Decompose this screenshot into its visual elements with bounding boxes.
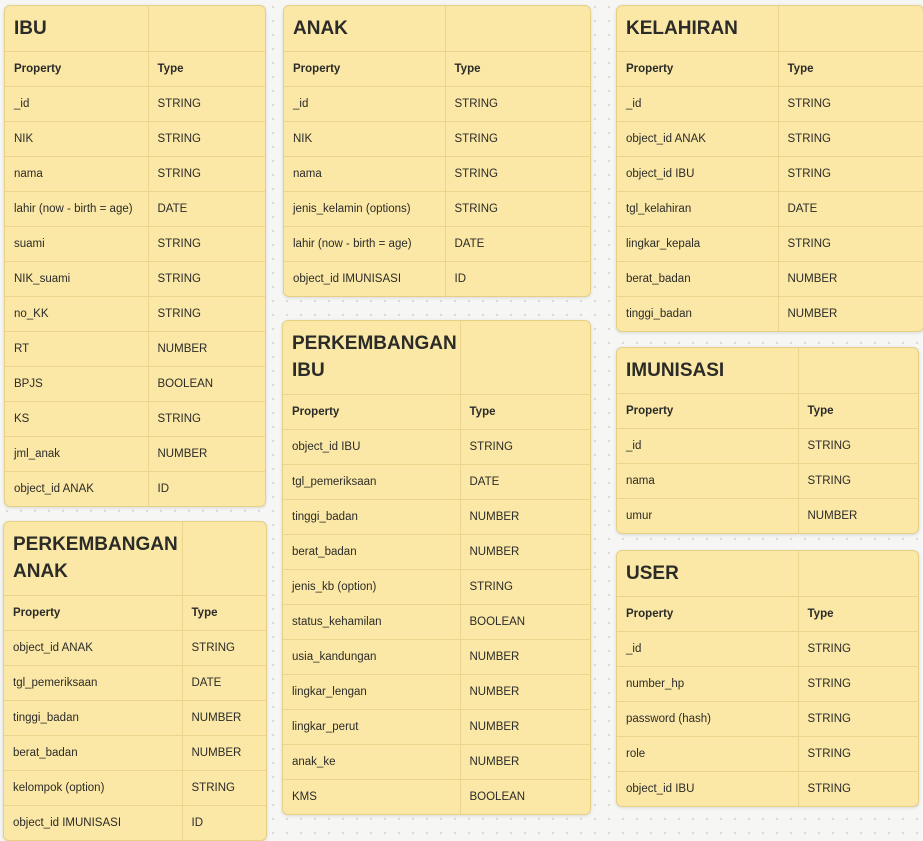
type-cell: STRING xyxy=(148,261,265,296)
table-user[interactable] xyxy=(616,550,919,807)
table-row[interactable] xyxy=(617,261,923,296)
property-cell: _id xyxy=(617,428,798,463)
type-cell: STRING xyxy=(798,666,918,701)
type-cell: STRING xyxy=(798,631,918,666)
property-cell: jml_anak xyxy=(5,436,148,471)
type-cell: NUMBER xyxy=(778,261,923,296)
table-row[interactable] xyxy=(284,156,590,191)
type-cell: STRING xyxy=(445,86,590,121)
table-row[interactable] xyxy=(4,770,266,805)
property-cell: tgl_pemeriksaan xyxy=(4,665,182,700)
table-row[interactable] xyxy=(617,736,918,771)
type-cell: STRING xyxy=(798,428,918,463)
table-title: USER xyxy=(626,562,679,584)
type-cell: STRING xyxy=(148,156,265,191)
type-cell: STRING xyxy=(445,156,590,191)
table-title-empty-cell xyxy=(460,321,590,394)
property-cell: jenis_kelamin (options) xyxy=(284,191,445,226)
table-row[interactable] xyxy=(5,86,265,121)
property-cell: object_id IMUNISASI xyxy=(4,805,182,840)
type-cell: STRING xyxy=(778,226,923,261)
type-cell: STRING xyxy=(778,156,923,191)
type-cell: STRING xyxy=(798,771,918,806)
column-header-type: Type xyxy=(798,596,918,631)
property-cell: _id xyxy=(617,631,798,666)
type-cell: ID xyxy=(148,471,265,506)
property-cell: _id xyxy=(284,86,445,121)
table-title-empty-cell xyxy=(798,551,918,596)
column-header-type: Type xyxy=(445,51,590,86)
type-cell: STRING xyxy=(798,463,918,498)
type-cell: STRING xyxy=(148,296,265,331)
type-cell: NUMBER xyxy=(798,498,918,533)
table-title: PERKEMBANGAN ANAK xyxy=(13,534,178,583)
type-cell: DATE xyxy=(148,191,265,226)
table-row[interactable] xyxy=(283,534,590,569)
property-cell: status_kehamilan xyxy=(283,604,460,639)
property-cell: berat_badan xyxy=(617,261,778,296)
type-cell: NUMBER xyxy=(460,534,590,569)
property-cell: tinggi_badan xyxy=(617,296,778,331)
table-row[interactable] xyxy=(283,464,590,499)
table-title: PERKEMBANGAN IBU xyxy=(292,333,457,382)
type-cell: DATE xyxy=(460,464,590,499)
table-row[interactable] xyxy=(5,191,265,226)
property-cell: lingkar_kepala xyxy=(617,226,778,261)
table-title-empty-cell xyxy=(445,6,590,51)
column-header-type: Type xyxy=(148,51,265,86)
column-header-property: Property xyxy=(283,394,460,429)
property-cell: berat_badan xyxy=(283,534,460,569)
property-cell: BPJS xyxy=(5,366,148,401)
property-cell: password (hash) xyxy=(617,701,798,736)
column-header-type: Type xyxy=(182,595,266,630)
type-cell: DATE xyxy=(778,191,923,226)
table-row[interactable] xyxy=(617,498,918,533)
table-row[interactable] xyxy=(284,121,590,156)
type-cell: STRING xyxy=(460,429,590,464)
table-row[interactable] xyxy=(283,499,590,534)
type-cell: STRING xyxy=(182,630,266,665)
table-row[interactable] xyxy=(284,261,590,296)
table-row[interactable] xyxy=(283,639,590,674)
table-row[interactable] xyxy=(617,428,918,463)
type-cell: ID xyxy=(182,805,266,840)
table-row[interactable] xyxy=(5,296,265,331)
column-header-property: Property xyxy=(617,51,778,86)
property-cell: tgl_kelahiran xyxy=(617,191,778,226)
table-row[interactable] xyxy=(617,86,923,121)
table-row[interactable] xyxy=(5,156,265,191)
table-title-empty-cell xyxy=(148,6,265,51)
table-title: ANAK xyxy=(293,17,348,39)
type-cell: STRING xyxy=(148,401,265,436)
property-cell: KS xyxy=(5,401,148,436)
property-cell: nama xyxy=(617,463,798,498)
type-cell: STRING xyxy=(445,191,590,226)
table-row[interactable] xyxy=(617,701,918,736)
property-cell: KMS xyxy=(283,779,460,814)
table-row[interactable] xyxy=(617,226,923,261)
property-cell: object_id ANAK xyxy=(617,121,778,156)
table-row[interactable] xyxy=(284,86,590,121)
property-cell: NIK_suami xyxy=(5,261,148,296)
table-row[interactable] xyxy=(4,630,266,665)
column-header-type: Type xyxy=(778,51,923,86)
type-cell: STRING xyxy=(798,736,918,771)
type-cell: NUMBER xyxy=(460,674,590,709)
property-cell: object_id IMUNISASI xyxy=(284,261,445,296)
type-cell: DATE xyxy=(445,226,590,261)
property-cell: object_id ANAK xyxy=(5,471,148,506)
type-cell: NUMBER xyxy=(148,331,265,366)
property-cell: object_id IBU xyxy=(617,156,778,191)
table-row[interactable] xyxy=(283,569,590,604)
type-cell: STRING xyxy=(445,121,590,156)
table-kelahiran[interactable] xyxy=(616,5,923,332)
column-header-property: Property xyxy=(617,596,798,631)
property-cell: kelompok (option) xyxy=(4,770,182,805)
table-title: KELAHIRAN xyxy=(626,17,738,39)
property-cell: lingkar_perut xyxy=(283,709,460,744)
type-cell: NUMBER xyxy=(460,499,590,534)
type-cell: NUMBER xyxy=(778,296,923,331)
table-row[interactable] xyxy=(283,709,590,744)
type-cell: NUMBER xyxy=(460,709,590,744)
column-header-type: Type xyxy=(798,393,918,428)
property-cell: jenis_kb (option) xyxy=(283,569,460,604)
column-header-type: Type xyxy=(460,394,590,429)
table-row[interactable] xyxy=(5,331,265,366)
type-cell: NUMBER xyxy=(460,639,590,674)
table-row[interactable] xyxy=(4,700,266,735)
table-row[interactable] xyxy=(617,121,923,156)
table-row[interactable] xyxy=(284,226,590,261)
property-cell: berat_badan xyxy=(4,735,182,770)
table-perkembangan-ibu[interactable] xyxy=(282,320,591,815)
table-row[interactable] xyxy=(5,121,265,156)
table-imunisasi[interactable] xyxy=(616,347,919,534)
property-cell: tinggi_badan xyxy=(283,499,460,534)
table-row[interactable] xyxy=(617,296,923,331)
table-row[interactable] xyxy=(617,156,923,191)
table-row[interactable] xyxy=(283,429,590,464)
type-cell: STRING xyxy=(148,226,265,261)
property-cell: object_id IBU xyxy=(617,771,798,806)
property-cell: nama xyxy=(284,156,445,191)
property-cell: role xyxy=(617,736,798,771)
table-perkembangan-anak[interactable] xyxy=(3,521,267,841)
type-cell: BOOLEAN xyxy=(148,366,265,401)
property-cell: _id xyxy=(5,86,148,121)
type-cell: STRING xyxy=(778,121,923,156)
table-title-empty-cell xyxy=(778,6,923,51)
property-cell: lingkar_lengan xyxy=(283,674,460,709)
table-row[interactable] xyxy=(284,191,590,226)
table-row[interactable] xyxy=(5,436,265,471)
type-cell: NUMBER xyxy=(182,700,266,735)
property-cell: lahir (now - birth = age) xyxy=(284,226,445,261)
column-header-property: Property xyxy=(5,51,148,86)
column-header-property: Property xyxy=(617,393,798,428)
property-cell: no_KK xyxy=(5,296,148,331)
type-cell: BOOLEAN xyxy=(460,604,590,639)
type-cell: DATE xyxy=(182,665,266,700)
table-row[interactable] xyxy=(5,261,265,296)
property-cell: usia_kandungan xyxy=(283,639,460,674)
type-cell: STRING xyxy=(182,770,266,805)
property-cell: NIK xyxy=(284,121,445,156)
table-row[interactable] xyxy=(283,604,590,639)
column-header-property: Property xyxy=(4,595,182,630)
table-row[interactable] xyxy=(617,666,918,701)
property-cell: umur xyxy=(617,498,798,533)
table-ibu[interactable] xyxy=(4,5,266,507)
table-title-empty-cell xyxy=(798,348,918,393)
table-row[interactable] xyxy=(283,674,590,709)
table-row[interactable] xyxy=(4,665,266,700)
type-cell: NUMBER xyxy=(148,436,265,471)
property-cell: tgl_pemeriksaan xyxy=(283,464,460,499)
property-cell: anak_ke xyxy=(283,744,460,779)
table-row[interactable] xyxy=(4,805,266,840)
type-cell: STRING xyxy=(778,86,923,121)
property-cell: lahir (now - birth = age) xyxy=(5,191,148,226)
type-cell: NUMBER xyxy=(182,735,266,770)
table-title: IMUNISASI xyxy=(626,359,725,381)
table-row[interactable] xyxy=(283,779,590,814)
property-cell: number_hp xyxy=(617,666,798,701)
property-cell: tinggi_badan xyxy=(4,700,182,735)
type-cell: STRING xyxy=(148,86,265,121)
type-cell: STRING xyxy=(460,569,590,604)
column-header-property: Property xyxy=(284,51,445,86)
property-cell: NIK xyxy=(5,121,148,156)
table-title-empty-cell xyxy=(182,522,266,595)
property-cell: _id xyxy=(617,86,778,121)
table-row[interactable] xyxy=(617,771,918,806)
table-title: IBU xyxy=(14,17,47,39)
type-cell: BOOLEAN xyxy=(460,779,590,814)
type-cell: STRING xyxy=(148,121,265,156)
table-row[interactable] xyxy=(5,471,265,506)
table-row[interactable] xyxy=(4,735,266,770)
type-cell: STRING xyxy=(798,701,918,736)
table-row[interactable] xyxy=(5,401,265,436)
table-row[interactable] xyxy=(617,191,923,226)
table-row[interactable] xyxy=(283,744,590,779)
property-cell: suami xyxy=(5,226,148,261)
table-row[interactable] xyxy=(5,366,265,401)
type-cell: ID xyxy=(445,261,590,296)
property-cell: object_id ANAK xyxy=(4,630,182,665)
table-row[interactable] xyxy=(617,631,918,666)
property-cell: object_id IBU xyxy=(283,429,460,464)
property-cell: RT xyxy=(5,331,148,366)
table-row[interactable] xyxy=(617,463,918,498)
table-row[interactable] xyxy=(5,226,265,261)
property-cell: nama xyxy=(5,156,148,191)
table-anak[interactable] xyxy=(283,5,591,297)
type-cell: NUMBER xyxy=(460,744,590,779)
